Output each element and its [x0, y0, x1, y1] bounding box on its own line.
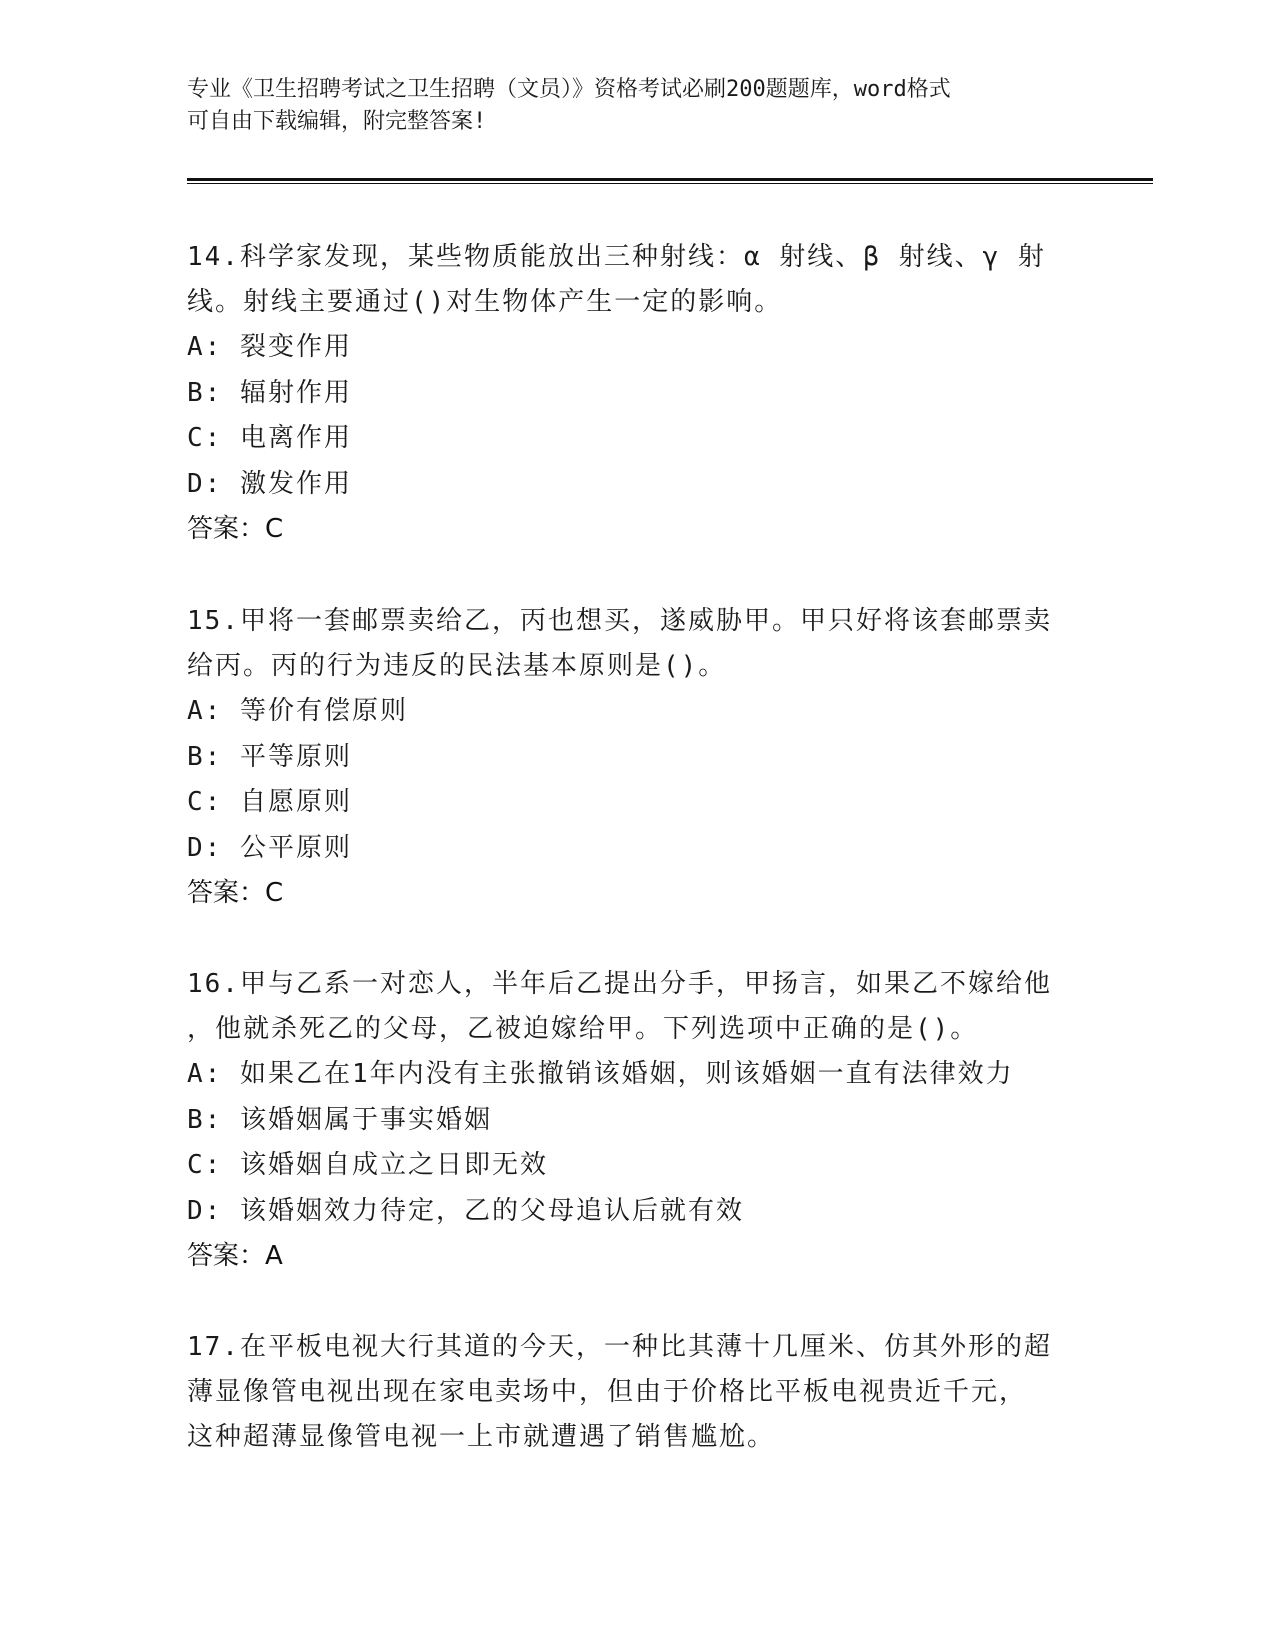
answer: 答案：A: [187, 1241, 283, 1271]
question-stem-line: 16.甲与乙系一对恋人，半年后乙提出分手，甲扬言，如果乙不嫁给他: [187, 969, 1052, 999]
option-c: C: 电离作用: [187, 423, 352, 453]
question-14: [187, 235, 1087, 552]
header-line-2: 可自由下载编辑，附完整答案!: [187, 109, 487, 134]
question-stem-line: 线。射线主要通过()对生物体产生一定的影响。: [187, 287, 783, 317]
option-a: A: 裂变作用: [187, 332, 352, 362]
question-stem-line: 17.在平板电视大行其道的今天，一种比其薄十几厘米、仿其外形的超: [187, 1332, 1052, 1362]
option-b: B: 平等原则: [187, 741, 352, 772]
option-c: C: 自愿原则: [187, 787, 352, 817]
answer: 答案：C: [187, 514, 284, 544]
question-stem-line: ，他就杀死乙的父母，乙被迫嫁给甲。下列选项中正确的是()。: [187, 1014, 979, 1044]
question-15: [187, 599, 1087, 916]
question-stem-line: 给丙。丙的行为违反的民法基本原则是()。: [187, 651, 727, 681]
option-d: D: 该婚姻效力待定，乙的父母追认后就有效: [187, 1195, 744, 1226]
question-stem-line: 薄显像管电视出现在家电卖场中，但由于价格比平板电视贵近千元，: [187, 1377, 1028, 1407]
option-b: B: 辐射作用: [187, 377, 352, 408]
option-d: D: 公平原则: [187, 832, 352, 863]
header-divider: [187, 178, 1153, 184]
option-b: B: 该婚姻属于事实婚姻: [187, 1104, 492, 1135]
option-a: A: 等价有偿原则: [187, 696, 408, 726]
question-16: [187, 962, 1087, 1279]
question-17: [187, 1325, 1087, 1460]
option-d: D: 激发作用: [187, 468, 352, 499]
question-stem-line: 这种超薄显像管电视一上市就遭遇了销售尴尬。: [187, 1422, 776, 1452]
option-c: C: 该婚姻自成立之日即无效: [187, 1150, 548, 1180]
option-a: A: 如果乙在1年内没有主张撤销该婚姻，则该婚姻一直有法律效力: [187, 1059, 1014, 1089]
header-line-1: 专业《卫生招聘考试之卫生招聘（文员）》资格考试必刷200题题库，word格式: [187, 77, 951, 102]
question-stem-line: 15.甲将一套邮票卖给乙，丙也想买，遂威胁甲。甲只好将该套邮票卖: [187, 606, 1052, 636]
answer: 答案：C: [187, 878, 284, 908]
question-stem-line: 14.科学家发现，某些物质能放出三种射线：α 射线、β 射线、γ 射: [187, 242, 1046, 272]
document-header: [187, 74, 1067, 138]
